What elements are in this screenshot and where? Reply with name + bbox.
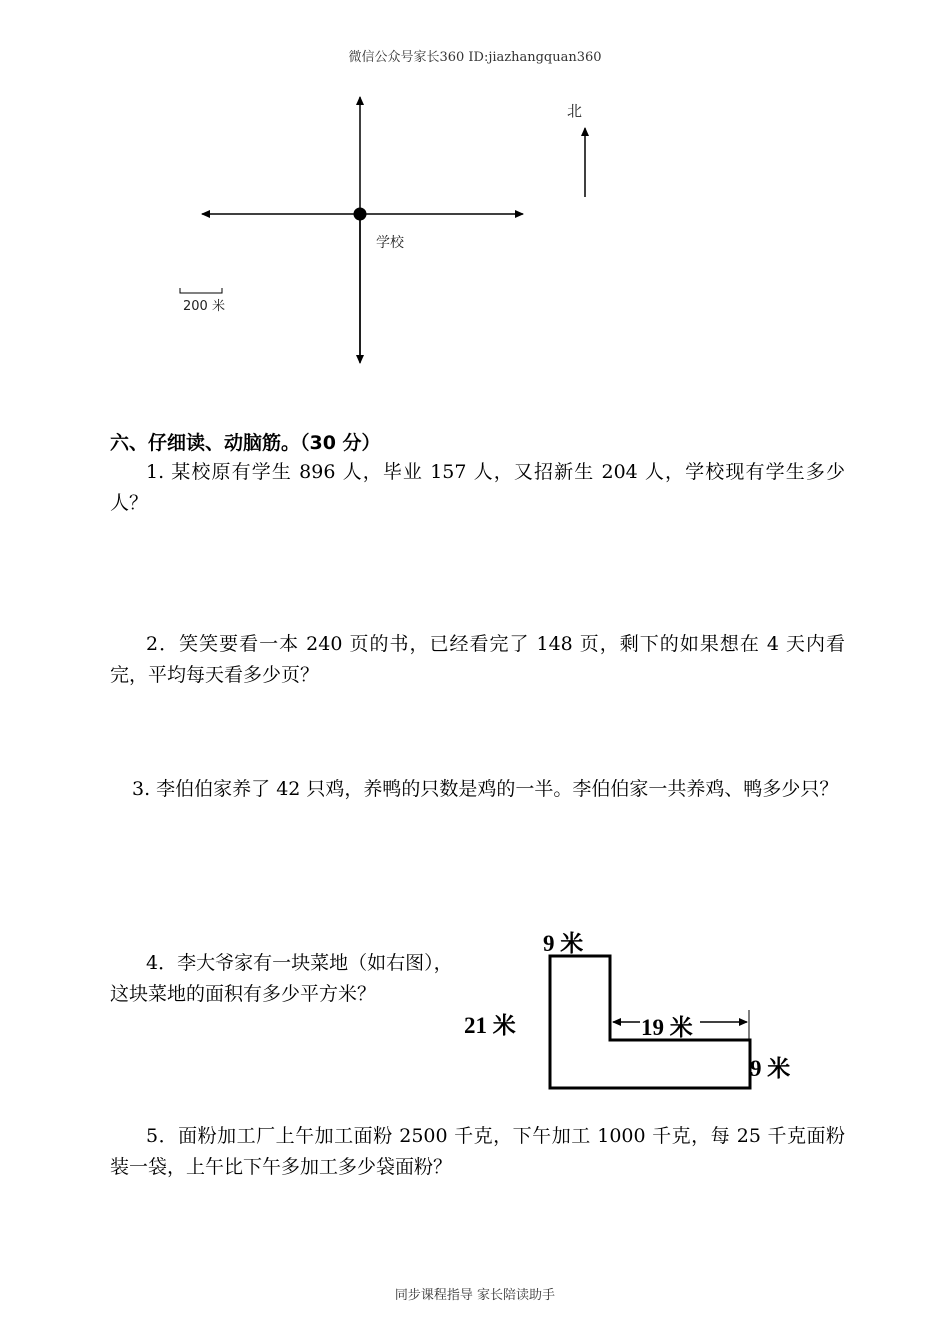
height-label: 21 米 <box>464 1013 516 1038</box>
page-footer: 同步课程指导 家长陪读助手 <box>394 1288 556 1303</box>
scale-label: 200 米 <box>183 299 225 314</box>
page-header: 微信公众号家长360 ID:jiazhangquan360 <box>348 50 602 65</box>
top-width-label: 9 米 <box>543 931 584 956</box>
school-label: 学校 <box>376 235 404 251</box>
question-3: 3. 李伯伯家养了 42 只鸡，养鸭的只数是鸡的一半。李伯伯家一共养鸡、鸭多少只？ <box>132 778 839 800</box>
north-label: 北 <box>567 102 583 120</box>
question-5: 5．面粉加工厂上午加工面粉 2500 千克，下午加工 1000 千克，每 25 千克面粉装一袋，上午比下午多加工多少袋面粉？ <box>110 1125 845 1178</box>
question-2: 2．笑笑要看一本 240 页的书，已经看完了 148 页，剩下的如果想在 4 天内看完，平均每天看多少页？ <box>110 633 845 686</box>
question-4-line-1: 4．李大爷家有一块菜地（如右图）， <box>146 952 453 974</box>
right-height-label: 9 米 <box>750 1056 791 1081</box>
section-title: 六、仔细读、动脑筋。（30 分） <box>110 432 381 454</box>
question-4-line-2: 这块菜地的面积有多少平方米？ <box>110 983 377 1005</box>
question-1: 1. 某校原有学生 896 人，毕业 157 人，又招新生 204 人，学校现有学生多少人？ <box>110 461 845 514</box>
inner-length-label: 19 米 <box>641 1015 693 1040</box>
